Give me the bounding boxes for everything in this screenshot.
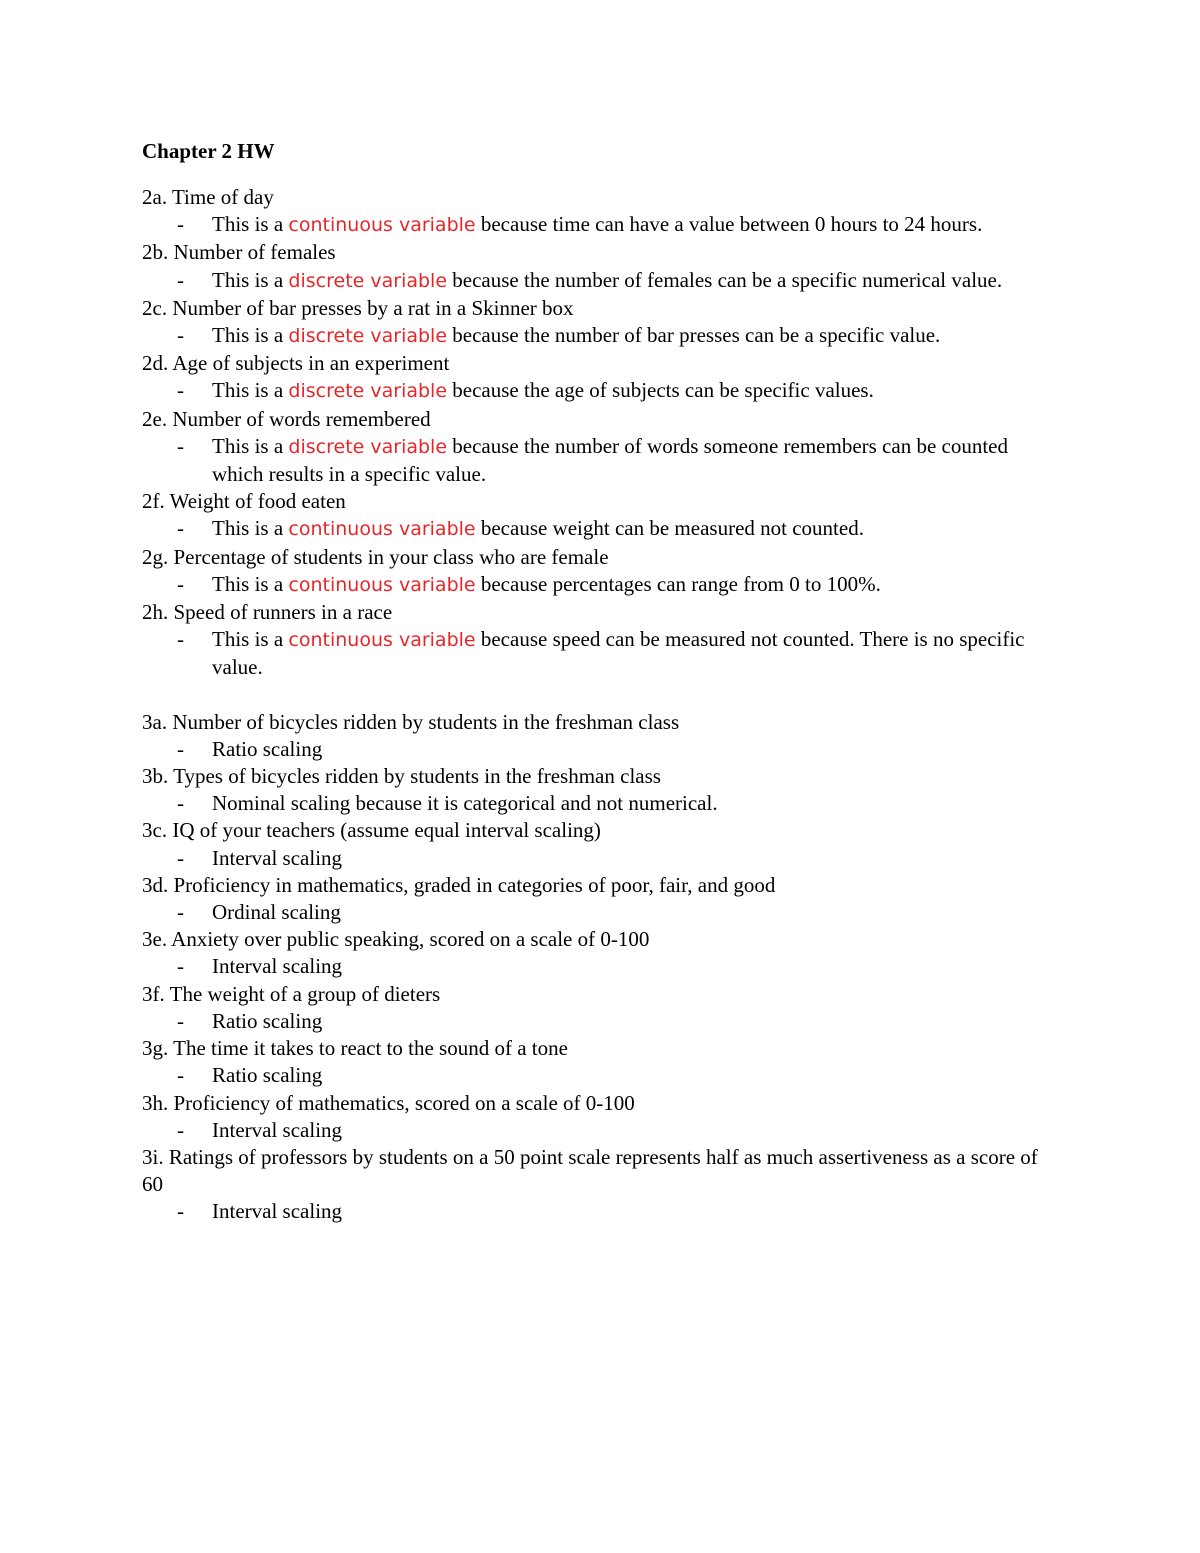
answer-text: - Ordinal scaling <box>142 899 1062 926</box>
question-item <box>142 1035 1062 1089</box>
question-item <box>142 488 1062 543</box>
dash-bullet: - <box>177 900 184 925</box>
question-item <box>142 709 1062 763</box>
question-item <box>142 406 1062 489</box>
question-item <box>142 817 1062 871</box>
answer-text: - This is a continuous variable because percentages can range from 0 to 100%. <box>142 571 1062 599</box>
answer-text: - This is a discrete variable because the number of words someone remembers can be counted which results in a specific value. <box>177 433 1008 487</box>
highlighted-term: continuous variable <box>288 629 476 652</box>
answer-text: - Ratio scaling <box>142 736 1062 763</box>
dash-bullet: - <box>177 1117 184 1142</box>
document-page <box>142 138 1062 1226</box>
page-title: Chapter 2 HW <box>142 139 275 163</box>
answer-text: - Interval scaling <box>142 1198 1062 1225</box>
answer-text: - Interval scaling <box>142 953 1062 980</box>
question-item <box>142 981 1062 1035</box>
answer-text: - This is a continuous variable because weight can be measured not counted. <box>142 515 1062 543</box>
answer-text: - This is a discrete variable because the age of subjects can be specific values. <box>142 377 1062 405</box>
question-text: 3e. Anxiety over public speaking, scored on a scale of 0-100 <box>142 927 650 952</box>
question-item <box>142 1090 1062 1144</box>
question-item <box>142 872 1062 926</box>
question-text: 2c. Number of bar presses by a rat in a Skinner box <box>142 295 574 320</box>
question-text: 2h. Speed of runners in a race <box>142 600 393 625</box>
question-text: 3b. Types of bicycles ridden by students in the freshman class <box>142 764 661 789</box>
question-text: 3c. IQ of your teachers (assume equal interval scaling) <box>142 818 601 843</box>
question-text: 3a. Number of bicycles ridden by students in the freshman class <box>142 709 680 734</box>
highlighted-term: continuous variable <box>288 214 476 237</box>
highlighted-term: discrete variable <box>288 325 448 348</box>
dash-bullet: - <box>177 736 184 761</box>
question-item <box>142 239 1062 294</box>
question-text: 2f. Weight of food eaten <box>142 489 346 514</box>
question-item <box>142 599 1062 682</box>
dash-bullet: - <box>177 954 184 979</box>
highlighted-term: discrete variable <box>288 380 448 403</box>
answer-text: - This is a continuous variable because time can have a value between 0 hours to 24 hours. <box>142 211 1062 239</box>
question-item <box>142 1144 1062 1226</box>
question-text: 2g. Percentage of students in your class who are female <box>142 544 609 569</box>
question-item <box>142 184 1062 239</box>
dash-bullet: - <box>177 1199 184 1224</box>
answer-text: - Nominal scaling because it is categorical and not numerical. <box>142 790 1062 817</box>
dash-bullet: - <box>177 1008 184 1033</box>
question-item <box>142 295 1062 350</box>
answer-text: - This is a discrete variable because the number of bar presses can be a specific value. <box>142 322 1062 350</box>
dash-bullet: - <box>177 571 184 596</box>
question-text: 3h. Proficiency of mathematics, scored on a scale of 0-100 <box>142 1090 635 1115</box>
dash-bullet: - <box>177 378 184 403</box>
answer-text: - This is a continuous variable because speed can be measured not counted. There is no specific value. <box>177 627 1025 680</box>
answer-text: - Interval scaling <box>142 1117 1062 1144</box>
highlighted-term: discrete variable <box>288 269 448 292</box>
section-spacer <box>142 682 1062 709</box>
question-text: 3g. The time it takes to react to the sound of a tone <box>142 1036 568 1061</box>
dash-bullet: - <box>177 845 184 870</box>
question-text: 3i. Ratings of professors by students on a 50 point scale represents half as much assertiveness as a score of 60 <box>142 1144 1038 1197</box>
question-text: 3f. The weight of a group of dieters <box>142 981 441 1006</box>
answer-text: - This is a discrete variable because the number of females can be a specific numerical value. <box>142 267 1062 295</box>
answer-text: - Ratio scaling <box>142 1008 1062 1035</box>
dash-bullet: - <box>177 212 184 237</box>
question-text: 2a. Time of day <box>142 185 274 209</box>
dash-bullet: - <box>177 627 184 652</box>
dash-bullet: - <box>177 433 184 458</box>
question-text: 2d. Age of subjects in an experiment <box>142 351 450 376</box>
dash-bullet: - <box>177 1063 184 1088</box>
section-part-2 <box>142 184 1062 682</box>
highlighted-term: continuous variable <box>288 518 476 541</box>
answer-text: - Interval scaling <box>142 845 1062 872</box>
dash-bullet: - <box>177 267 184 292</box>
section-part-3 <box>142 709 1062 1226</box>
highlighted-term: discrete variable <box>288 435 448 458</box>
dash-bullet: - <box>177 791 184 816</box>
dash-bullet: - <box>177 516 184 541</box>
question-text: 3d. Proficiency in mathematics, graded in categories of poor, fair, and good <box>142 872 776 897</box>
highlighted-term: continuous variable <box>288 573 476 596</box>
dash-bullet: - <box>177 323 184 348</box>
question-item <box>142 544 1062 599</box>
question-text: 2e. Number of words remembered <box>142 406 431 431</box>
question-item <box>142 763 1062 817</box>
question-item <box>142 926 1062 980</box>
question-text: 2b. Number of females <box>142 240 336 265</box>
answer-text: - Ratio scaling <box>142 1062 1062 1089</box>
question-item <box>142 350 1062 405</box>
